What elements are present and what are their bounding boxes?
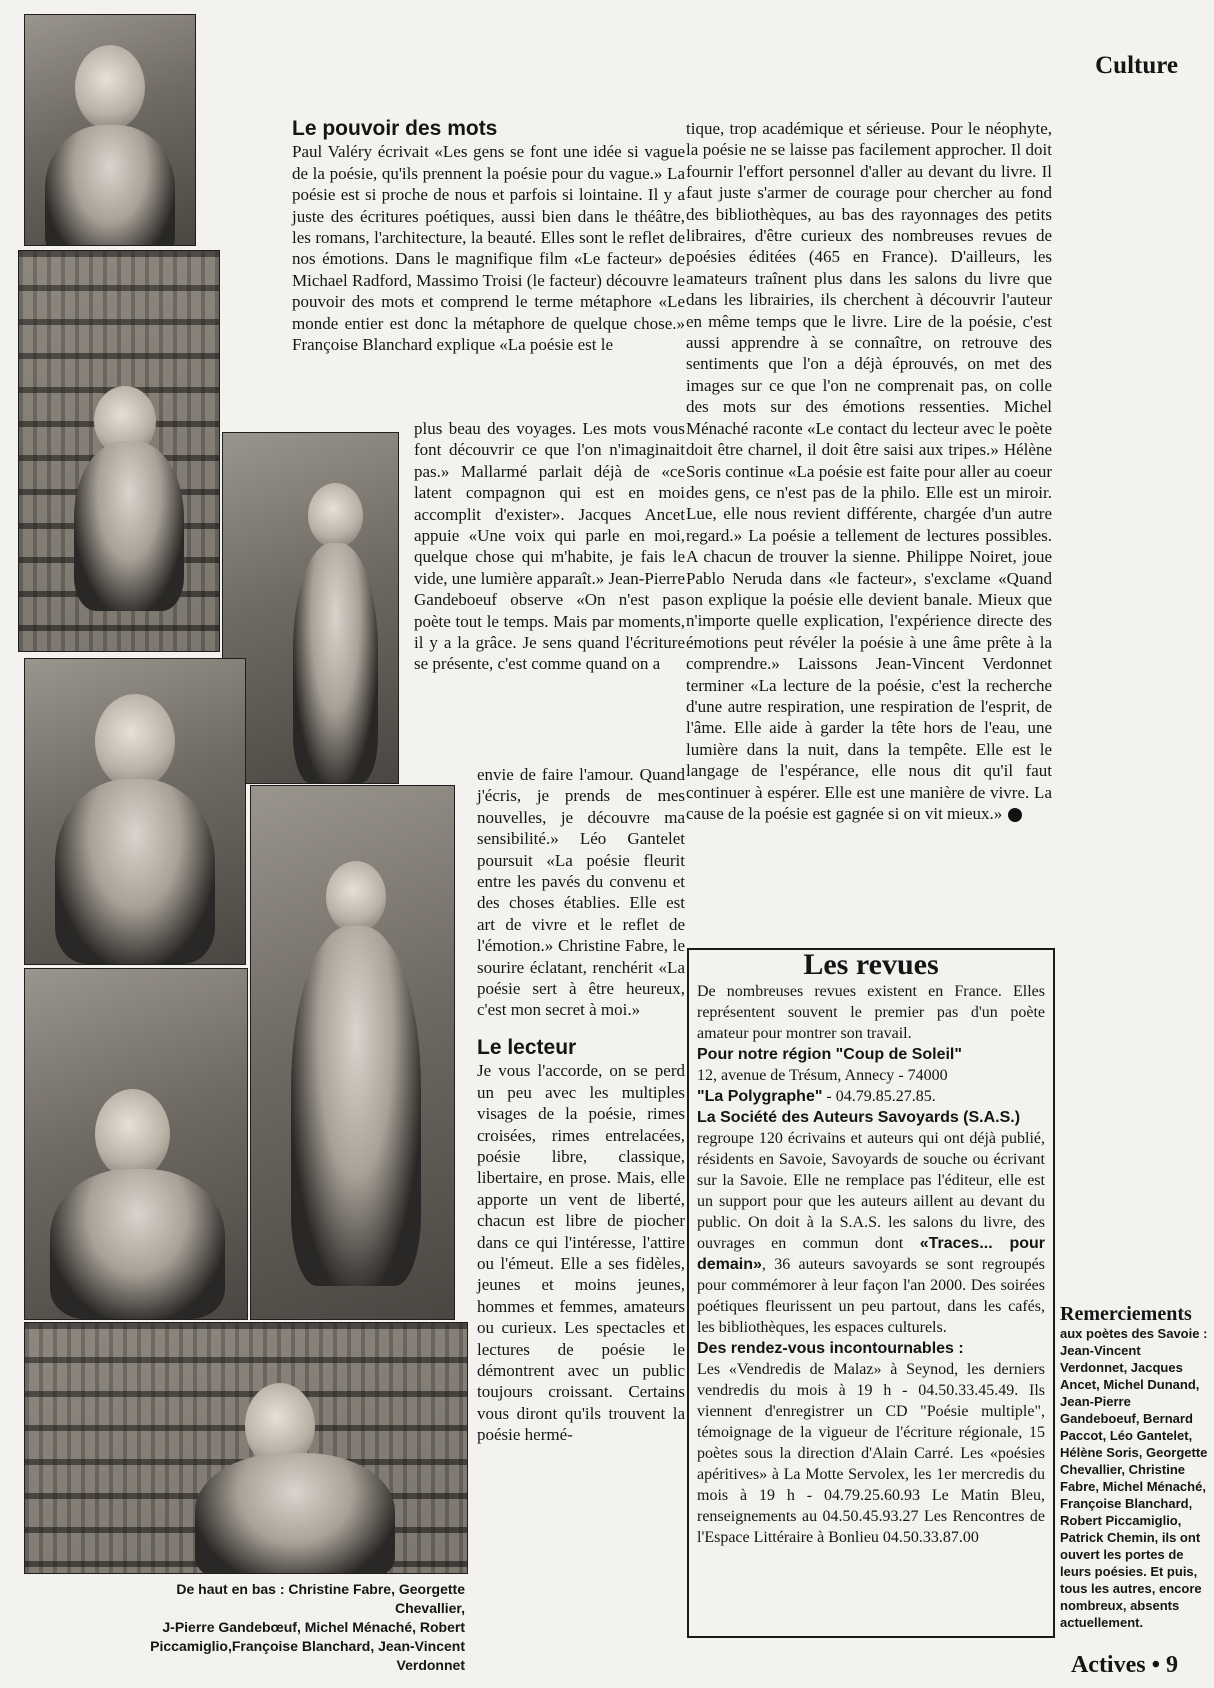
portrait-body [195, 1453, 395, 1574]
photo-francoise-blanchard [24, 968, 248, 1320]
caption-line-2: J-Pierre Gandebœuf, Michel Ménaché, Robert [162, 1619, 465, 1635]
page-footer: Actives • 9 [1070, 1652, 1178, 1678]
heading-le-lecteur: Le lecteur [477, 1035, 577, 1059]
article-para-intro: Paul Valéry écrivait «Les gens se font une idée si vague de la poésie, qu'ils prennent la poésie pour du vague.» La poésie est si proche de nous et parfois si lointaine. Il y a juste des écritures poétiques, aussi bien dans le théâtre, les romans, l'architecture, la beauté. Elles sont le reflet de nos émotions. Dans le magnifique film «Le facteur» de Michael Radford, Massimo Troisi (le facteur) découvre le pouvoir des mots et comprend le terme métaphore «Le monde entier est donc la métaphore de quelque chose.» Françoise Blanchard explique «La poésie est le [292, 142, 685, 355]
revues-sas-title: La Société des Auteurs Savoyards (S.A.S.) [697, 1109, 1021, 1126]
photo-caption [120, 1580, 465, 1675]
portrait-body [45, 125, 175, 246]
article-col1-mid [414, 418, 685, 675]
portrait-head [95, 1089, 170, 1179]
revues-region-address: 12, avenue de Trésum, Annecy - 74000 [697, 1067, 948, 1084]
sidebar-title: Les revues [803, 948, 939, 981]
caption-line-3: Piccamiglio,Françoise Blanchard, Jean-Vincent Verdonnet [150, 1638, 465, 1673]
sidebar-les-revues [687, 948, 1055, 1638]
article-col2: tique, trop académique et sérieuse. Pour le néophyte, la poésie ne se laisse pas facilement approcher. Il doit fournir l'effort personnel d'aller au devant du livre. Il faut juste s'armer de courage pour chercher au fond des bibliothèques, au bas des rayonnages des petits libraires, d'être curieux des nombreuses revues de poésies éditées (465 en France). D'ailleurs, les amateurs traînent plus dans les salons du livre que dans les librairies, ils cherchent à découvrir l'auteur en même temps que le livre. Lire de la poésie, c'est aussi apprendre à se connaître, on retrouve des sentiments que l'on a déjà éprouvés, on met des images sur ce que l'on ne comprenait pas, on colle des mots sur des émotions ressenties. Michel Ménaché raconte «Le contact du lecteur avec le poète doit être charnel, il doit être saisi aux tripes.» Hélène Soris continue «La poésie est faite pour aller au coeur des gens, ce n'est pas de la philo. Elle est un miroir. Lue, elle nous revient différente, chargée d'un autre regard.» La poésie a tellement de lectures possibles. A chacun de trouver la sienne. Philippe Noiret, joue Pablo Neruda dans «le facteur», s'exclame «Quand on explique la poésie elle devient banale. Mieux que n'importe quelle explication, l'expérience directe des émotions peut révéler la poésie à une âme prête à la comprendre.» Laissons Jean-Vincent Verdonnet terminer «La lecture de la poésie, c'est la recherche d'une autre respiration, une respiration de l'esprit, de l'âme. Elle aide à garder la tête hors de l'eau, une lumière dans la nuit, dans la tempête. Elle est le langage de l'espérance, elle nous dit qu'il faut continuer à espérer. Elle est une manière de vivre. La cause de la poésie est gagnée si on vit mieux.» [686, 119, 1052, 823]
portrait-body [293, 543, 378, 783]
portrait-head [75, 45, 145, 130]
photo-jean-vincent-verdonnet [24, 1322, 468, 1574]
remerciements-text: aux poètes des Savoie : Jean-Vincent Verdonnet, Jacques Ancet, Michel Dunand, Jean-Pierre Gandeboeuf, Bernard Paccot, Léo Gantelet, Hélène Soris, Georgette Chevallier, Christine Fabre, Michel Ménaché, Françoise Blanchard, Robert Piccamiglio, Patrick Chemin, ils ont ouvert les portes de leurs poésies. Et puis, tous les autres, encore nombreux, absents actuellement. [1060, 1326, 1208, 1630]
heading-pouvoir-des-mots: Le pouvoir des mots [292, 117, 498, 140]
photo-georgette-chevallier [18, 250, 220, 652]
revues-rdv-title: Des rendez-vous incontournables : [697, 1340, 964, 1357]
portrait-body [55, 779, 215, 964]
revues-sas-traces: «Traces... pour demain» [697, 1235, 1046, 1273]
article-para-lecteur: Je vous l'accorde, on se perd un peu avec les multiples visages de la poésie, rimes croisées, rimes entrelacées, poésie libre, classique, libertaire, en prose. Mais, elle apporte un vent de liberté, chacun est libre de piocher dans ce qui l'intéresse, l'attire ou l'émeut. Elle a ses fidèles, jeunes et moins jeunes, hommes et femmes, amateurs ou curieux. Les spectacles et lectures de poésie le démontrent avec un public toujours croissant. Certains vous diront qu'ils trouvent la poésie hermé- [477, 1061, 685, 1445]
article-para-voyages: plus beau des voyages. Les mots vous font découvrir ce que l'on n'imaginait pas.» Mallarmé parlait déjà de «ce latent compagnon qui est en moi accomplit d'exister». Jacques Ancet appuie «Une voix qui parle en moi, quelque chose qui m'habite, je fais le vide, une lumière apparaît.» Jean-Pierre Gandeboeuf observe «On n'est pas poète tout le temps. Mais par moments, il y a la grâce. Je sens quand l'écriture se présente, c'est comme quand on a [414, 419, 685, 674]
revues-polygraphe-name: "La Polygraphe" [697, 1088, 823, 1105]
photo-michel-menache [24, 658, 246, 965]
portrait-body [50, 1169, 225, 1319]
photo-jean-pierre-gandeboeuf [222, 432, 399, 784]
revues-polygraphe-phone: - 04.79.85.27.85. [822, 1088, 936, 1105]
revues-sas-text-b: , 36 auteurs savoyards se sont regroupés pour commémorer à leur façon l'an 2000. Des soirées poétiques fleurissent un peu partout, dans les cafés, les bibliothèques, les espaces culturels. [697, 1256, 1045, 1336]
revues-rdv-text: Les «Vendredis de Malaz» à Seynod, les derniers vendredis du mois à 19 h - 04.50.33.45.49. Ils viennent d'enregistrer un CD "Poésie multiple", témoignage de la vigueur de l'écriture régionale, 15 poètes sous la direction d'Alain Carré. Les «poésies apéritives» à La Motte Servolex, les 1er mercredis du mois à 19 h - 04.79.25.60.93 Le Matin Bleu, renseignements au 04.50.45.93.27 Les Rencontres de l'Espace Littéraire à Bonlieu 04.50.33.87.00 [697, 1361, 1045, 1546]
portrait-head [326, 861, 386, 933]
remerciements-note [1060, 1303, 1208, 1631]
revues-intro: De nombreuses revues existent en France. Elles représentent souvent le premier pas d'un poète amateur pour montrer son travail. [697, 983, 1045, 1042]
portrait-body [291, 926, 421, 1286]
article-col1-top [292, 118, 685, 355]
caption-line-1: De haut en bas : Christine Fabre, Georgette Chevallier, [176, 1581, 465, 1616]
revues-region-title: Pour notre région "Coup de Soleil" [697, 1046, 962, 1063]
remerciements-title: Remerciements [1060, 1303, 1192, 1325]
photo-robert-piccamiglio [250, 785, 455, 1320]
portrait-body [74, 441, 184, 611]
end-bullet-icon [1008, 808, 1022, 822]
article-para-sensibilite: envie de faire l'amour. Quand j'écris, je prends de mes nouvelles, je découvre ma sensibilité.» Léo Gantelet poursuit «La poésie fleurit entre les pavés du convenu et des choses établies. Elle est art de vivre et le reflet de l'émotion.» Christine Fabre, le sourire éclatant, renchérit «La poésie sert à être heureux, c'est mon secret à moi.» [477, 765, 685, 1020]
article-para-col2: tique, trop académique et sérieuse. Pour le néophyte, la poésie ne se laisse pas facilement approcher. Il doit fournir l'effort personnel d'aller au devant du livre. Il faut juste s'armer de courage pour chercher au fond des bibliothèques, au bas des rayonnages des petits libraires, d'être curieux des nombreuses revues de poésies éditées (465 en France). D'ailleurs, les amateurs traînent plus dans les salons du livre que dans les librairies, ils cherchent à découvrir l'auteur en même temps que le livre. Lire de la poésie, c'est aussi apprendre à se connaître, on retrouve des sentiments que l'on a déjà éprouvés, on met des images sur ce que l'on ne comprenait pas, on colle des mots sur des émotions ressenties. Michel Ménaché raconte «Le contact du lecteur avec le poète doit être charnel, il doit être saisi aux tripes.» Hélène Soris continue «La poésie est faite pour aller au coeur des gens, ce n'est pas de la philo. Elle est un miroir. Lue, elle nous revient différente, chargée d'un autre regard.» La poésie a tellement de lectures possibles. A chacun de trouver la sienne. Philippe Noiret, joue Pablo Neruda dans «le facteur», s'exclame «Quand on explique la poésie elle devient banale. Mieux que n'importe quelle explication, l'expérience directe des émotions peut révéler la poésie à une âme prête à la comprendre.» Laissons Jean-Vincent Verdonnet terminer «La lecture de la poésie, c'est la recherche d'une autre respiration, une respiration de l'esprit, de l'âme. Elle aide à garder la tête hors de l'eau, une lumière dans la nuit, dans la tempête. Elle est le langage de l'espérance, elle nous dit qu'il faut continuer à espérer. Elle est une manière de vivre. La cause de la poésie est gagnée si on vit mieux. [686, 119, 1052, 823]
revues-sas-text-a: regroupe 120 écrivains et auteurs qui ont déjà publié, résidents en Savoie, Savoyards de souche ou écrivant sur la Savoie. Elle ne remplace pas l'éditeur, elle est un support pour que les auteurs aillent au devant du public. On doit à la S.A.S. les salons du livre, des ouvrages en commun dont [697, 1130, 1045, 1252]
portrait-head [308, 483, 363, 548]
portrait-head [95, 694, 175, 789]
section-label: Culture [1095, 52, 1178, 79]
article-col1-low [477, 764, 685, 1446]
photo-christine-fabre [24, 14, 196, 246]
